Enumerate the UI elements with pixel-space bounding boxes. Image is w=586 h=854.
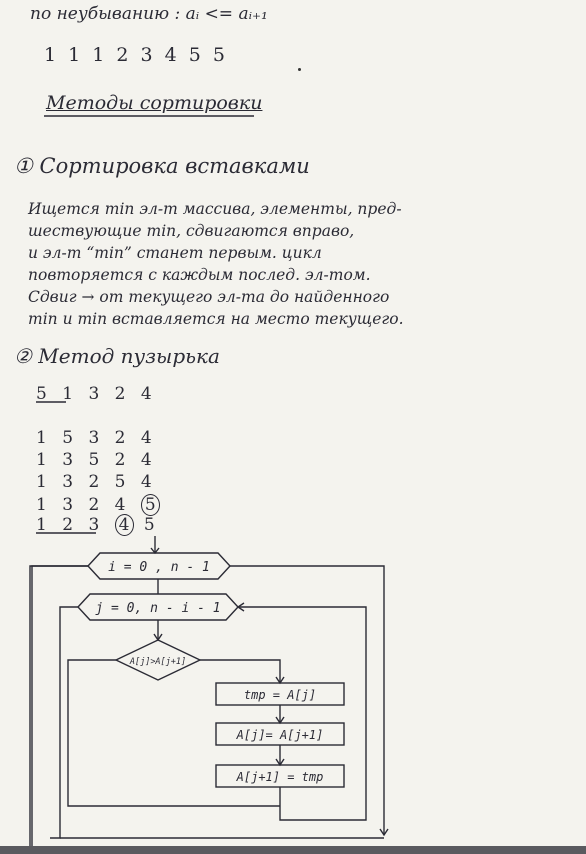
paragraph-line: шествующие min, сдвигаются вправо, [28,222,355,240]
bubble-initial-array: 5 1 3 2 4 [36,384,157,404]
circled-value: 5 [141,494,160,516]
inner-loop-label: j = 0, n - i - 1 [95,601,221,616]
inner-loop-return [238,607,366,820]
bubble-step-tail: 5 [143,515,160,535]
condition-label: A[j]>A[j+1] [129,657,187,667]
nondecreasing-definition: по неубыванию : aᵢ <= aᵢ₊₁ [30,4,268,24]
paragraph-line: повторяется с каждым послед. эл-том. [28,266,371,284]
circled-value: 4 [115,514,134,536]
sorted-sequence-example: 1 1 1 2 3 4 5 5 [44,44,228,66]
bubble-step-values: 1 5 3 2 4 [36,428,157,448]
step-label-2: A[j]= A[j+1] [236,728,324,742]
scan-edge [0,846,586,854]
paragraph-line: и эл-т “min” станет первым. цикл [28,244,322,262]
section-bubble-sort-heading: ② Метод пузырька [14,344,220,368]
paragraph-line: Ищется min эл-т массива, элементы, пред- [28,200,402,218]
page-title: Методы сортировки [46,92,263,114]
bubble-step-values: 1 2 3 [36,515,105,535]
paragraph-line: Сдвиг → от текущего эл-та до найденного [28,288,390,306]
section-insertion-sort-heading: ① Сортировка вставками [14,154,310,178]
step-label-3: A[j+1] = tmp [236,770,324,784]
outer-loop-label: i = 0 , n - 1 [108,560,210,575]
yes-branch [200,660,280,683]
bubble-step-values: 1 3 2 5 4 [36,472,157,492]
bubble-step-values: 1 3 5 2 4 [36,450,157,470]
inner-loop-exit [50,607,78,838]
step-label-1: tmp = A[j] [243,688,317,702]
bubble-step-values: 1 3 2 4 [36,495,131,515]
paragraph-line: min и min вставляется на место текущего. [28,310,404,328]
